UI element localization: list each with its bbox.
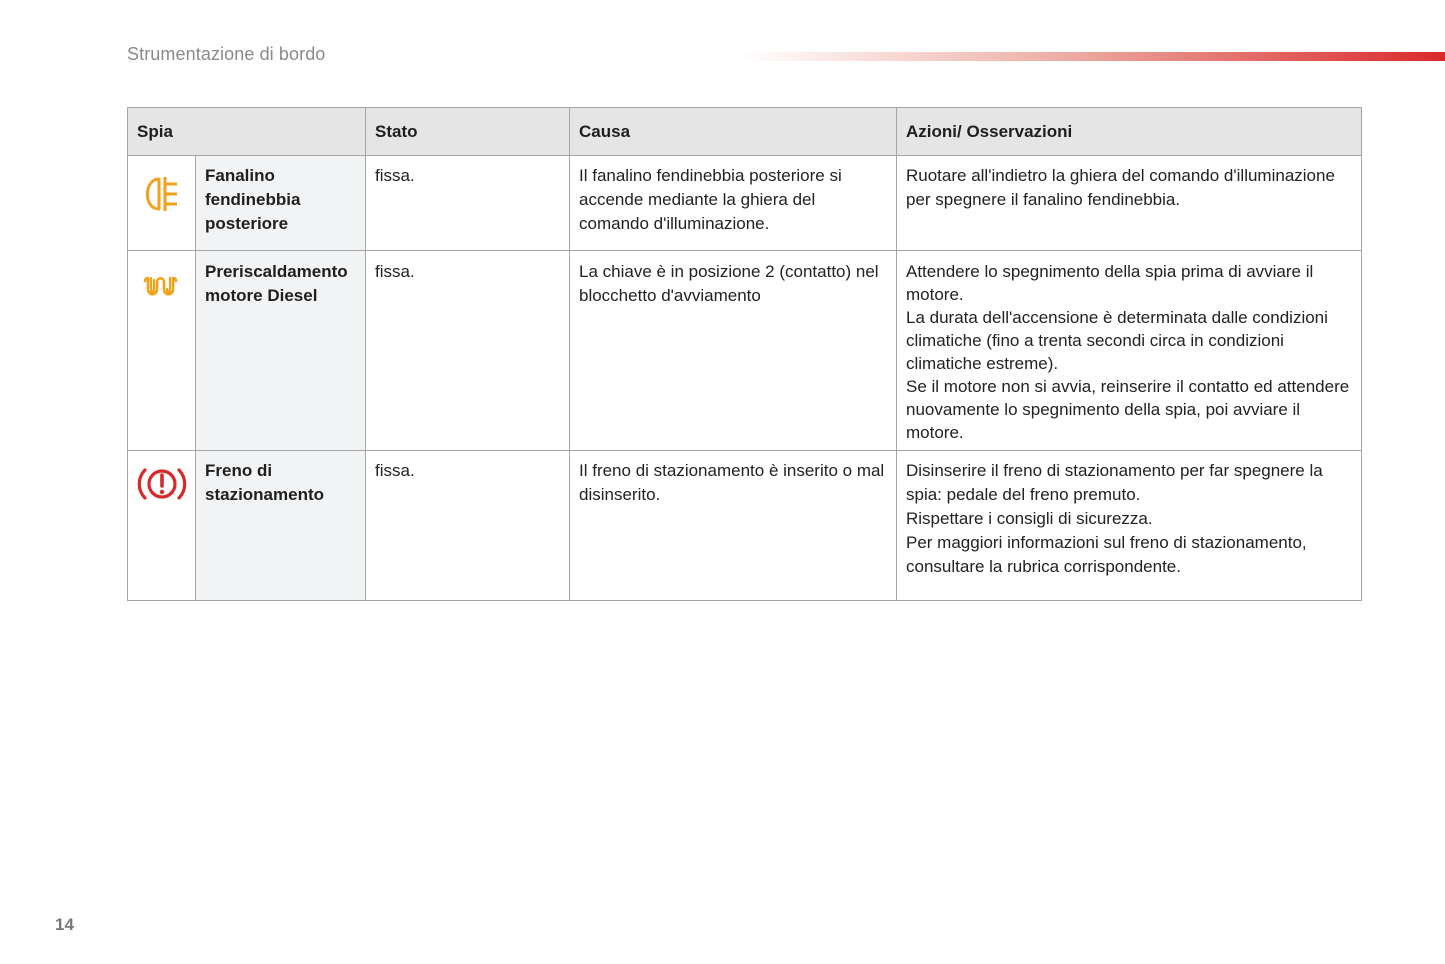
azioni-line: Ruotare all'indietro la ghiera del comando d'illuminazione per spegnere il fanalino fendinebbia. xyxy=(906,166,1335,209)
icon-cell xyxy=(128,451,196,601)
stato-cell: fissa. xyxy=(366,451,570,601)
causa-cell: Il fanalino fendinebbia posteriore si accende mediante la ghiera del comando d'illuminazione. xyxy=(570,156,897,251)
azioni-line: Se il motore non si avvia, reinserire il contatto ed attendere nuovamente lo spegnimento della spia, poi avviare il motore. xyxy=(906,377,1350,442)
azioni-line: La durata dell'accensione è determinata dalle condizioni climatiche (fino a trenta secondi circa in condizioni climatiche estreme). xyxy=(906,308,1328,373)
table-header-row xyxy=(128,108,1362,156)
stato-cell: fissa. xyxy=(366,251,570,451)
table-row xyxy=(128,251,1362,451)
light-name: Freno di stazionamento xyxy=(196,451,366,601)
table-row xyxy=(128,451,1362,601)
azioni-cell xyxy=(897,156,1362,251)
section-title: Strumentazione di bordo xyxy=(127,44,326,64)
table-row xyxy=(128,156,1362,251)
light-name: Fanalino fendinebbia posteriore xyxy=(196,156,366,251)
column-header-causa: Causa xyxy=(570,108,897,156)
rear-fog-light-icon xyxy=(139,174,185,214)
azioni-line: Per maggiori informazioni sul freno di stazionamento, consultare la rubrica corrispondente. xyxy=(906,533,1307,576)
stato-cell: fissa. xyxy=(366,156,570,251)
icon-cell xyxy=(128,156,196,251)
light-name: Preriscaldamento motore Diesel xyxy=(196,251,366,451)
column-header-azioni: Azioni/ Osservazioni xyxy=(897,108,1362,156)
warning-lights-table xyxy=(127,107,1362,601)
parking-brake-icon xyxy=(137,464,187,504)
azioni-cell xyxy=(897,451,1362,601)
icon-cell xyxy=(128,251,196,451)
column-header-stato: Stato xyxy=(366,108,570,156)
page-number: 14 xyxy=(55,915,74,934)
azioni-line: Attendere lo spegnimento della spia prima di avviare il motore. xyxy=(906,262,1314,304)
azioni-line: Rispettare i consigli di sicurezza. xyxy=(906,509,1153,528)
azioni-cell xyxy=(897,251,1362,451)
azioni-line: Disinserire il freno di stazionamento per far spegnere la spia: pedale del freno premuto. xyxy=(906,461,1323,504)
causa-cell: La chiave è in posizione 2 (contatto) nel blocchetto d'avviamento xyxy=(570,251,897,451)
diesel-preheating-icon xyxy=(142,271,182,301)
column-header-spia: Spia xyxy=(128,108,366,156)
causa-cell: Il freno di stazionamento è inserito o mal disinserito. xyxy=(570,451,897,601)
header-accent-bar xyxy=(740,52,1445,61)
